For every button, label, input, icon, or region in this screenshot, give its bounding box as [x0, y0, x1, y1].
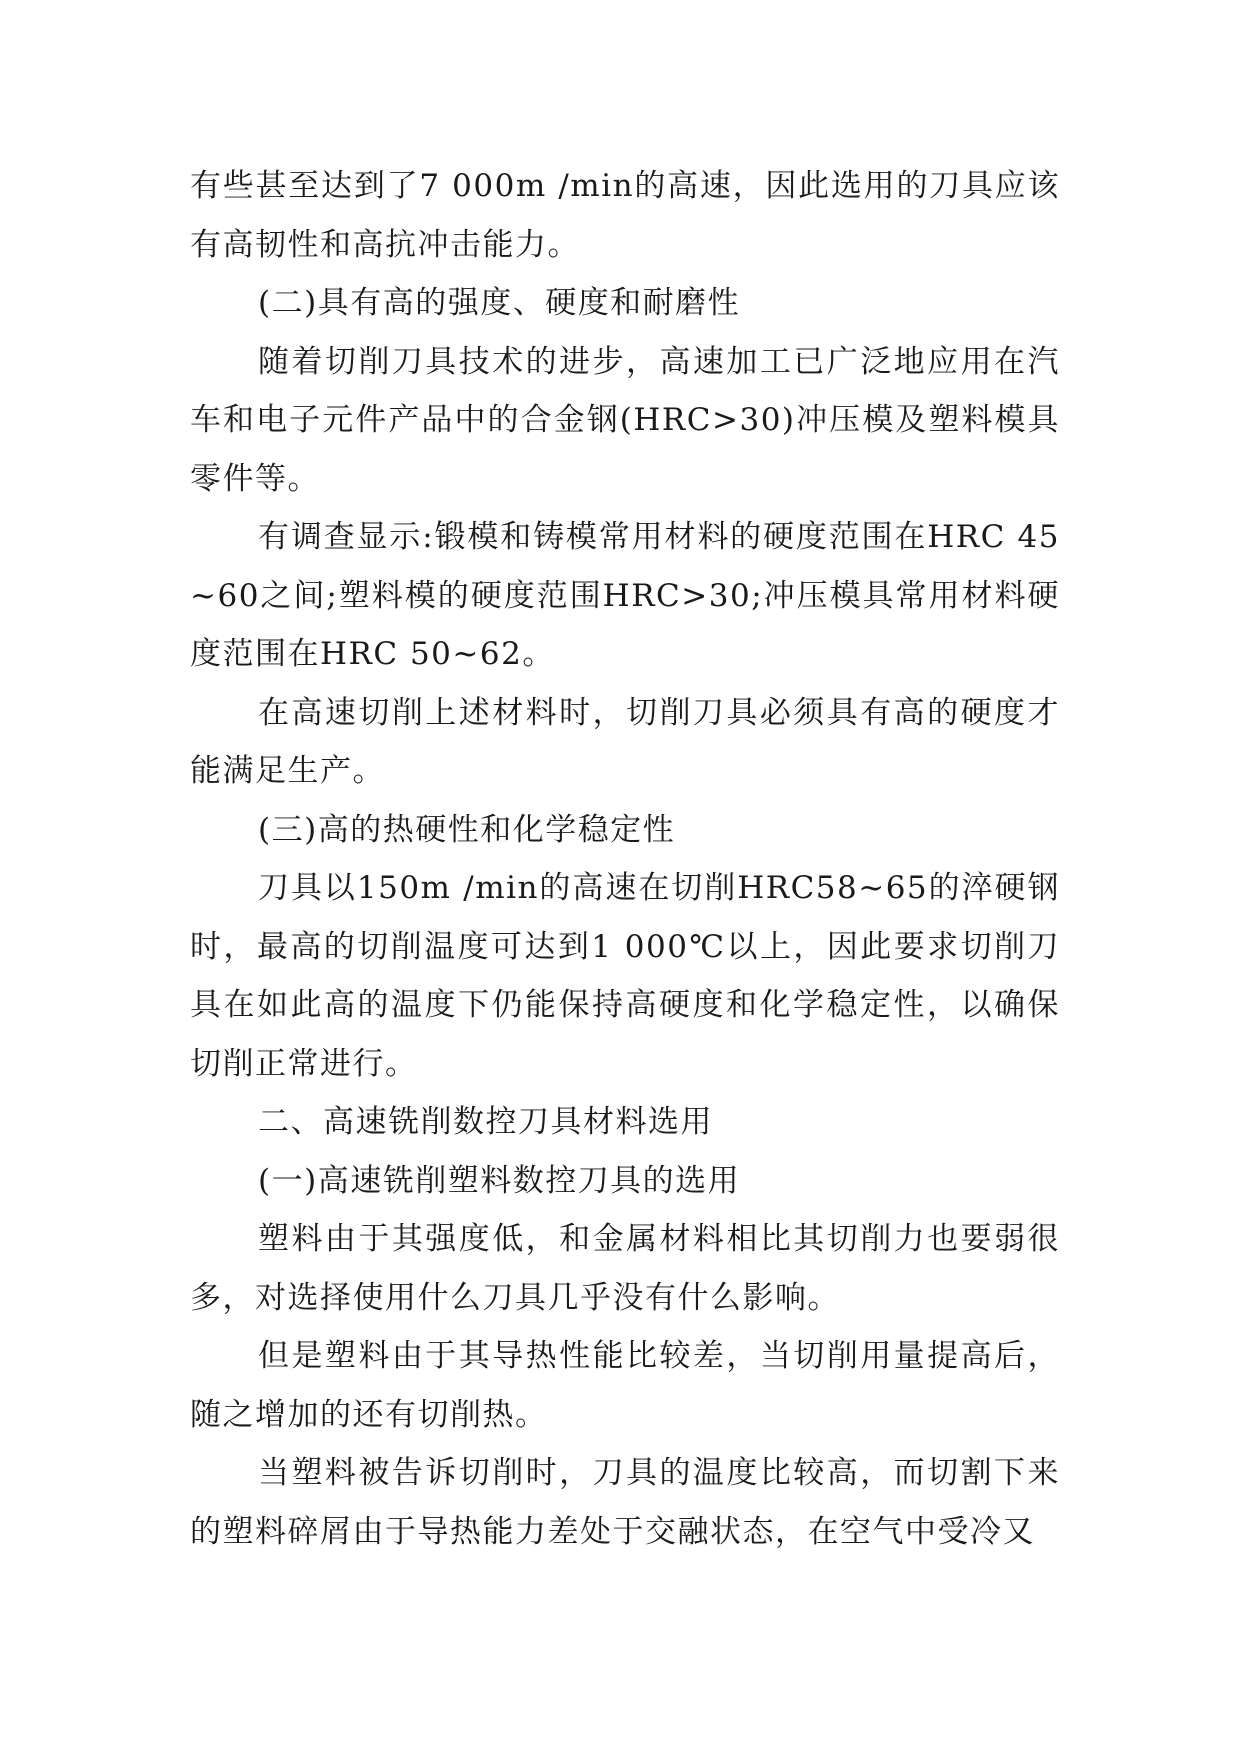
paragraph: 有调查显示:锻模和铸模常用材料的硬度范围在HRC 45~60之间;塑料模的硬度范围HRC>30;冲压模具常用材料硬度范围在HRC 50~62。 — [190, 519, 1060, 672]
paragraph: 当塑料被告诉切削时，刀具的温度比较高，而切割下来的塑料碎屑由于导热能力差处于交融状态，在空气中受冷又 — [190, 1455, 1060, 1550]
document-body — [190, 157, 1060, 1561]
section-heading: (二)具有高的强度、硬度和耐磨性 — [258, 285, 741, 321]
paragraph: 在高速切削上述材料时，切削刀具必须具有高的硬度才能满足生产。 — [190, 694, 1060, 789]
paragraph: 塑料由于其强度低，和金属材料相比其切削力也要弱很多，对选择使用什么刀具几乎没有什么影响。 — [190, 1221, 1060, 1316]
section-heading: (一)高速铣削塑料数控刀具的选用 — [258, 1162, 741, 1199]
section-heading: 二、高速铣削数控刀具材料选用 — [258, 1104, 713, 1140]
paragraph: 随着切削刀具技术的进步，高速加工已广泛地应用在汽车和电子元件产品中的合金钢(HRC>30)冲压模及塑料模具零件等。 — [190, 343, 1060, 497]
paragraph: 有些甚至达到了7 000m /min的高速，因此选用的刀具应该有高韧性和高抗冲击能力。 — [190, 168, 1060, 263]
paragraph: 刀具以150m /min的高速在切削HRC58~65的淬硬钢时，最高的切削温度可达到1 000℃以上，因此要求切削刀具在如此高的温度下仍能保持高硬度和化学稳定性，以确保切削正常进行。 — [190, 870, 1060, 1082]
paragraph: 但是塑料由于其导热性能比较差，当切削用量提高后，随之增加的还有切削热。 — [190, 1338, 1060, 1433]
section-heading: (三)高的热硬性和化学稳定性 — [258, 811, 676, 848]
